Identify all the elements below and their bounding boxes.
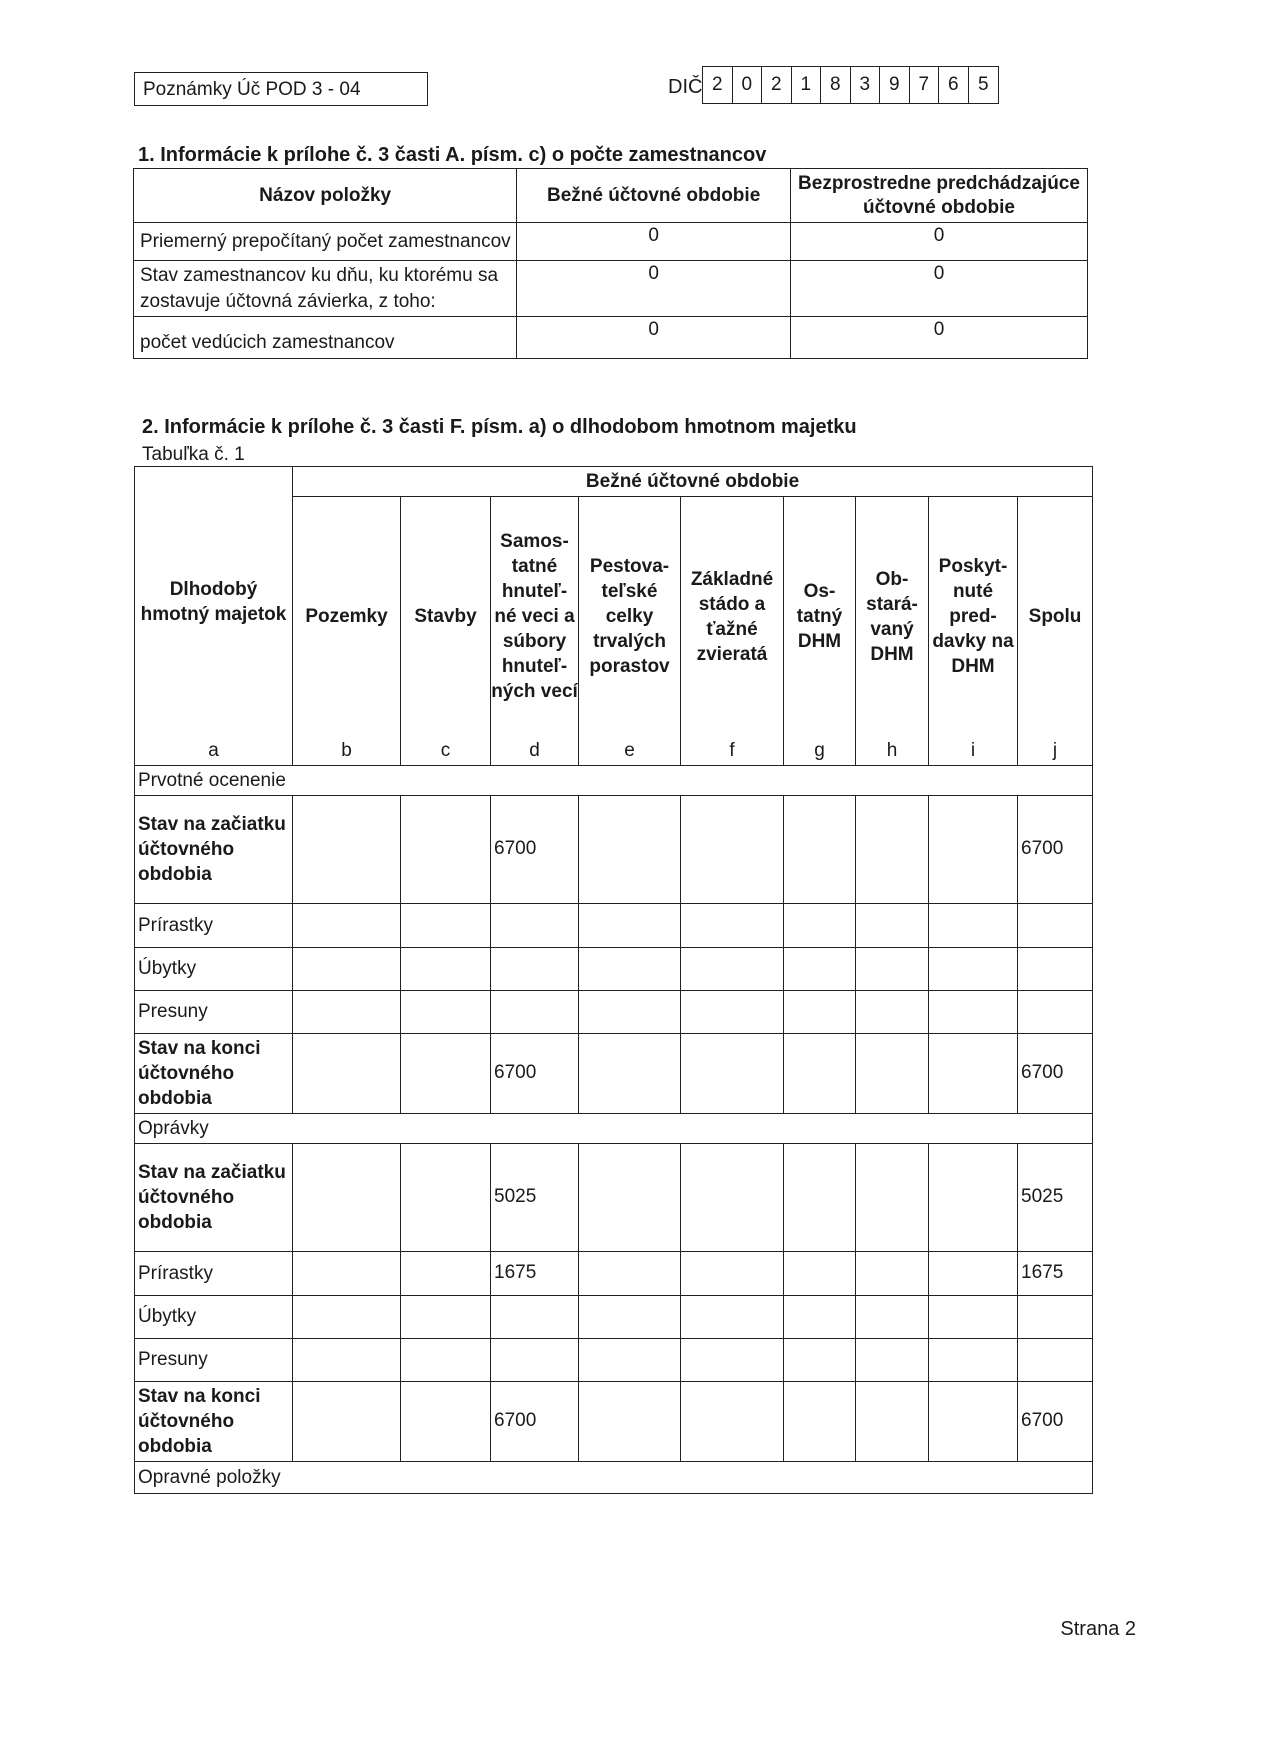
table-row	[135, 795, 1093, 903]
section1-title: 1. Informácie k prílohe č. 3 časti A. písm. c) o počte zamestnancov	[138, 144, 767, 166]
cell-total: 5025	[1018, 1143, 1093, 1251]
cell-movables: 6700	[491, 795, 579, 903]
dic-digit: 0	[733, 67, 763, 103]
row-current: 0	[517, 223, 791, 261]
table-row	[135, 947, 1093, 990]
employees-table	[133, 168, 1088, 359]
table-row	[135, 1338, 1093, 1381]
col-letter: c	[401, 737, 491, 766]
section2-title: 2. Informácie k prílohe č. 3 časti F. písm. a) o dlhodobom hmotnom majetku	[142, 416, 857, 438]
group-depreciation: Oprávky	[135, 1113, 1093, 1143]
row-previous: 0	[790, 223, 1087, 261]
dic-digit: 2	[703, 67, 733, 103]
row-label: Stav na konci účtovného obdobia	[135, 1381, 293, 1461]
cell-movables	[491, 1338, 579, 1381]
row-label: Presuny	[135, 1338, 293, 1381]
table-row	[134, 261, 1088, 317]
cell-movables	[491, 903, 579, 947]
cell-total	[1018, 947, 1093, 990]
col-letter: f	[681, 737, 784, 766]
row-current: 0	[517, 317, 791, 359]
col-letter: a	[135, 737, 293, 766]
table-row	[135, 1143, 1093, 1251]
col-plantations: Pestova-teľské celky trvalých porastov	[579, 497, 681, 737]
col-other: Os-tatný DHM	[784, 497, 856, 737]
group-initial: Prvotné ocenenie	[135, 765, 1093, 795]
row-label: Prírastky	[135, 1251, 293, 1295]
table-row	[135, 903, 1093, 947]
table-row	[135, 1033, 1093, 1113]
col-item-name: Názov položky	[134, 169, 517, 223]
table-row	[135, 1381, 1093, 1461]
cell-total	[1018, 903, 1093, 947]
col-letter: b	[293, 737, 401, 766]
dic-digit: 1	[792, 67, 822, 103]
col-livestock: Základné stádo a ťažné zvieratá	[681, 497, 784, 737]
col-letter: g	[784, 737, 856, 766]
row-label: Úbytky	[135, 1295, 293, 1338]
row-current: 0	[517, 261, 791, 317]
cell-movables	[491, 990, 579, 1033]
dic-digit: 6	[939, 67, 969, 103]
col-advances: Poskyt-nuté pred-davky na DHM	[929, 497, 1018, 737]
col-buildings: Stavby	[401, 497, 491, 737]
table-row	[134, 317, 1088, 359]
table-row	[135, 1251, 1093, 1295]
form-label-box	[134, 72, 428, 106]
cell-total	[1018, 1338, 1093, 1381]
cell-total: 6700	[1018, 795, 1093, 903]
dic-digit: 2	[762, 67, 792, 103]
cell-total: 1675	[1018, 1251, 1093, 1295]
page-number: Strana 2	[1060, 1618, 1136, 1640]
table-row	[134, 223, 1088, 261]
col-letter: d	[491, 737, 579, 766]
col-letter: e	[579, 737, 681, 766]
cell-total: 6700	[1018, 1381, 1093, 1461]
col-asset: Dlhodobý hmotný majetok	[135, 467, 293, 737]
cell-total: 6700	[1018, 1033, 1093, 1113]
cell-total	[1018, 990, 1093, 1033]
cell-movables: 5025	[491, 1143, 579, 1251]
row-label: Stav na začiatku účtovného obdobia	[135, 1143, 293, 1251]
row-label: Priemerný prepočítaný počet zamestnancov	[134, 223, 517, 261]
cell-movables: 6700	[491, 1381, 579, 1461]
row-previous: 0	[790, 261, 1087, 317]
row-label: počet vedúcich zamestnancov	[134, 317, 517, 359]
col-movables: Samos-tatné hnuteľ-né veci a súbory hnuteľ-ných vecí	[491, 497, 579, 737]
cell-total	[1018, 1295, 1093, 1338]
cell-movables: 1675	[491, 1251, 579, 1295]
row-label: Úbytky	[135, 947, 293, 990]
row-label: Stav na začiatku účtovného obdobia	[135, 795, 293, 903]
table-row	[135, 1295, 1093, 1338]
row-label: Stav na konci účtovného obdobia	[135, 1033, 293, 1113]
row-label: Stav zamestnancov ku dňu, ku ktorému sa zostavuje účtovná závierka, z toho:	[134, 261, 517, 317]
row-previous: 0	[790, 317, 1087, 359]
col-total: Spolu	[1018, 497, 1093, 737]
col-land: Pozemky	[293, 497, 401, 737]
col-previous-period: Bezprostredne predchádzajúce účtovné obdobie	[790, 169, 1087, 223]
cell-movables	[491, 1295, 579, 1338]
table-label: Tabuľka č. 1	[142, 444, 245, 465]
row-label: Prírastky	[135, 903, 293, 947]
cell-movables: 6700	[491, 1033, 579, 1113]
dic-digit: 3	[851, 67, 881, 103]
dic-digit: 8	[821, 67, 851, 103]
dic-digit: 5	[977, 74, 989, 95]
dic-digit: 7	[910, 67, 940, 103]
col-current-period: Bežné účtovné obdobie	[517, 169, 791, 223]
table-row	[135, 990, 1093, 1033]
form-label: Poznámky Úč POD 3 - 04	[143, 79, 361, 100]
assets-table	[134, 466, 1093, 1494]
col-acquired: Ob-stará-vaný DHM	[856, 497, 929, 737]
col-letter: h	[856, 737, 929, 766]
row-label: Presuny	[135, 990, 293, 1033]
dic-label: DIČ	[668, 76, 703, 98]
period-header: Bežné účtovné obdobie	[293, 467, 1093, 497]
dic-digit: 9	[880, 67, 910, 103]
col-letter: i	[929, 737, 1018, 766]
group-adjustments: Opravné položky	[135, 1461, 1093, 1493]
dic-digit-boxes	[702, 66, 999, 104]
cell-movables	[491, 947, 579, 990]
col-letter: j	[1018, 737, 1093, 766]
